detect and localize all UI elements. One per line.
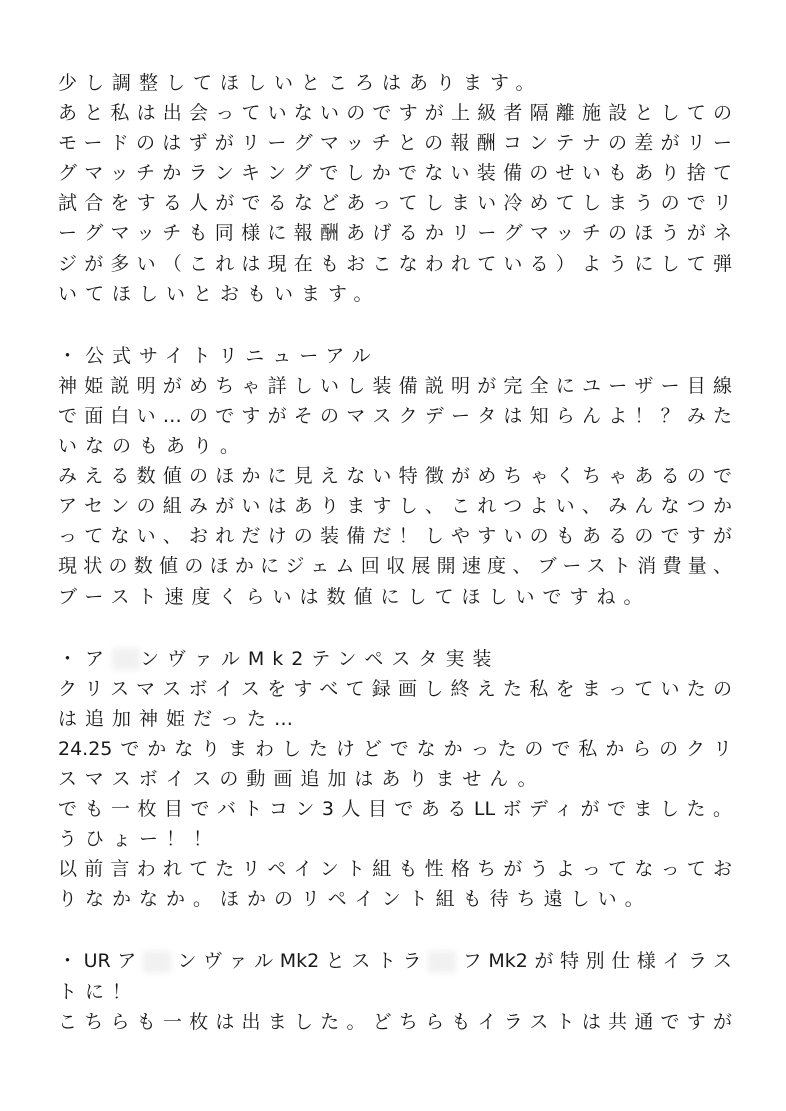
text-line: スマスボイスの動画追加はありません。 bbox=[58, 767, 545, 790]
redacted-blur bbox=[112, 648, 140, 670]
heading-part: ・ア bbox=[58, 647, 113, 670]
text-line: アセンの組みがいはありますし、これつよい、みんなつか bbox=[58, 495, 732, 518]
heading-part: フMk2が特別仕様イラス bbox=[456, 950, 733, 973]
paragraph-ur-illustration bbox=[58, 946, 732, 1036]
paragraph-tempesta bbox=[58, 644, 732, 915]
text-line: あと私は出会っていないのですが上級者隔離施設としての bbox=[58, 102, 732, 125]
text-line: ってない、おれだけの装備だ！しやすいのもあるのですが bbox=[58, 525, 732, 548]
text-line: 少し調整してほしいところはあります。 bbox=[58, 72, 543, 94]
section-heading bbox=[58, 946, 732, 976]
section-heading bbox=[58, 644, 732, 674]
heading-part: ンヴァルMk2とストラ bbox=[170, 950, 429, 973]
text-line: でも一枚目でバトコン3人目であるLLボディがでました。 bbox=[58, 798, 732, 821]
text-line: りなかなか。ほかのリペイント組も待ち遠しい。 bbox=[58, 888, 652, 911]
paragraph-official-site bbox=[58, 341, 732, 612]
text-line: 神姫説明がめちゃ詳しいし装備説明が完全にユーザー目線 bbox=[58, 374, 732, 397]
text-line: ブースト速度くらいは数値にしてほしいですね。 bbox=[58, 585, 651, 608]
text-line: ジが多い（これは現在もおこなわれている）ようにして弾 bbox=[58, 252, 732, 275]
text-line: は追加神姫だった… bbox=[58, 707, 302, 730]
text-line: 24.25でかなりまわしたけどでなかったので私からのクリ bbox=[58, 737, 732, 760]
heading-part: ・URア bbox=[58, 950, 143, 973]
text-line: モードのはずがリーグマッチとの報酬コンテナの差がリー bbox=[58, 132, 732, 155]
text-line: で面白い…のですがそのマスクデータは知らんよ！？みた bbox=[58, 404, 732, 427]
text-line: 試合をする人がでるなどあってしまい冷めてしまうのでリ bbox=[58, 192, 732, 215]
text-line: いてほしいとおもいます。 bbox=[58, 282, 381, 305]
text-line: トに！ bbox=[58, 980, 140, 1003]
text-line: グマッチかランキングでしかでない装備のせいもあり捨て bbox=[58, 162, 732, 185]
paragraph-adjustment bbox=[58, 68, 732, 309]
text-line: クリスマスボイスをすべて録画し終えた私をまっていたの bbox=[58, 677, 732, 700]
section-heading: ・公式サイトリニューアル bbox=[58, 344, 379, 367]
text-line: 以前言われてたリペイント組も性格ちがうよってなってお bbox=[58, 858, 732, 881]
redacted-blur bbox=[428, 951, 456, 973]
text-line: うひょー！！ bbox=[58, 828, 221, 851]
text-line: こちらも一枚は出ました。どちらもイラストは共通ですが bbox=[58, 1010, 732, 1033]
document-body bbox=[58, 68, 732, 1037]
redacted-blur bbox=[143, 951, 171, 973]
text-line: 現状の数値のほかにジェム回収展開速度、ブースト消費量、 bbox=[58, 555, 732, 578]
heading-part: ンヴァルMk2テンペスタ実装 bbox=[140, 647, 500, 670]
text-line: ーグマッチも同様に報酬あげるかリーグマッチのほうがネ bbox=[58, 222, 732, 245]
text-line: いなのもあり。 bbox=[58, 435, 248, 458]
text-line: みえる数値のほかに見えない特徴がめちゃくちゃあるので bbox=[58, 465, 732, 488]
